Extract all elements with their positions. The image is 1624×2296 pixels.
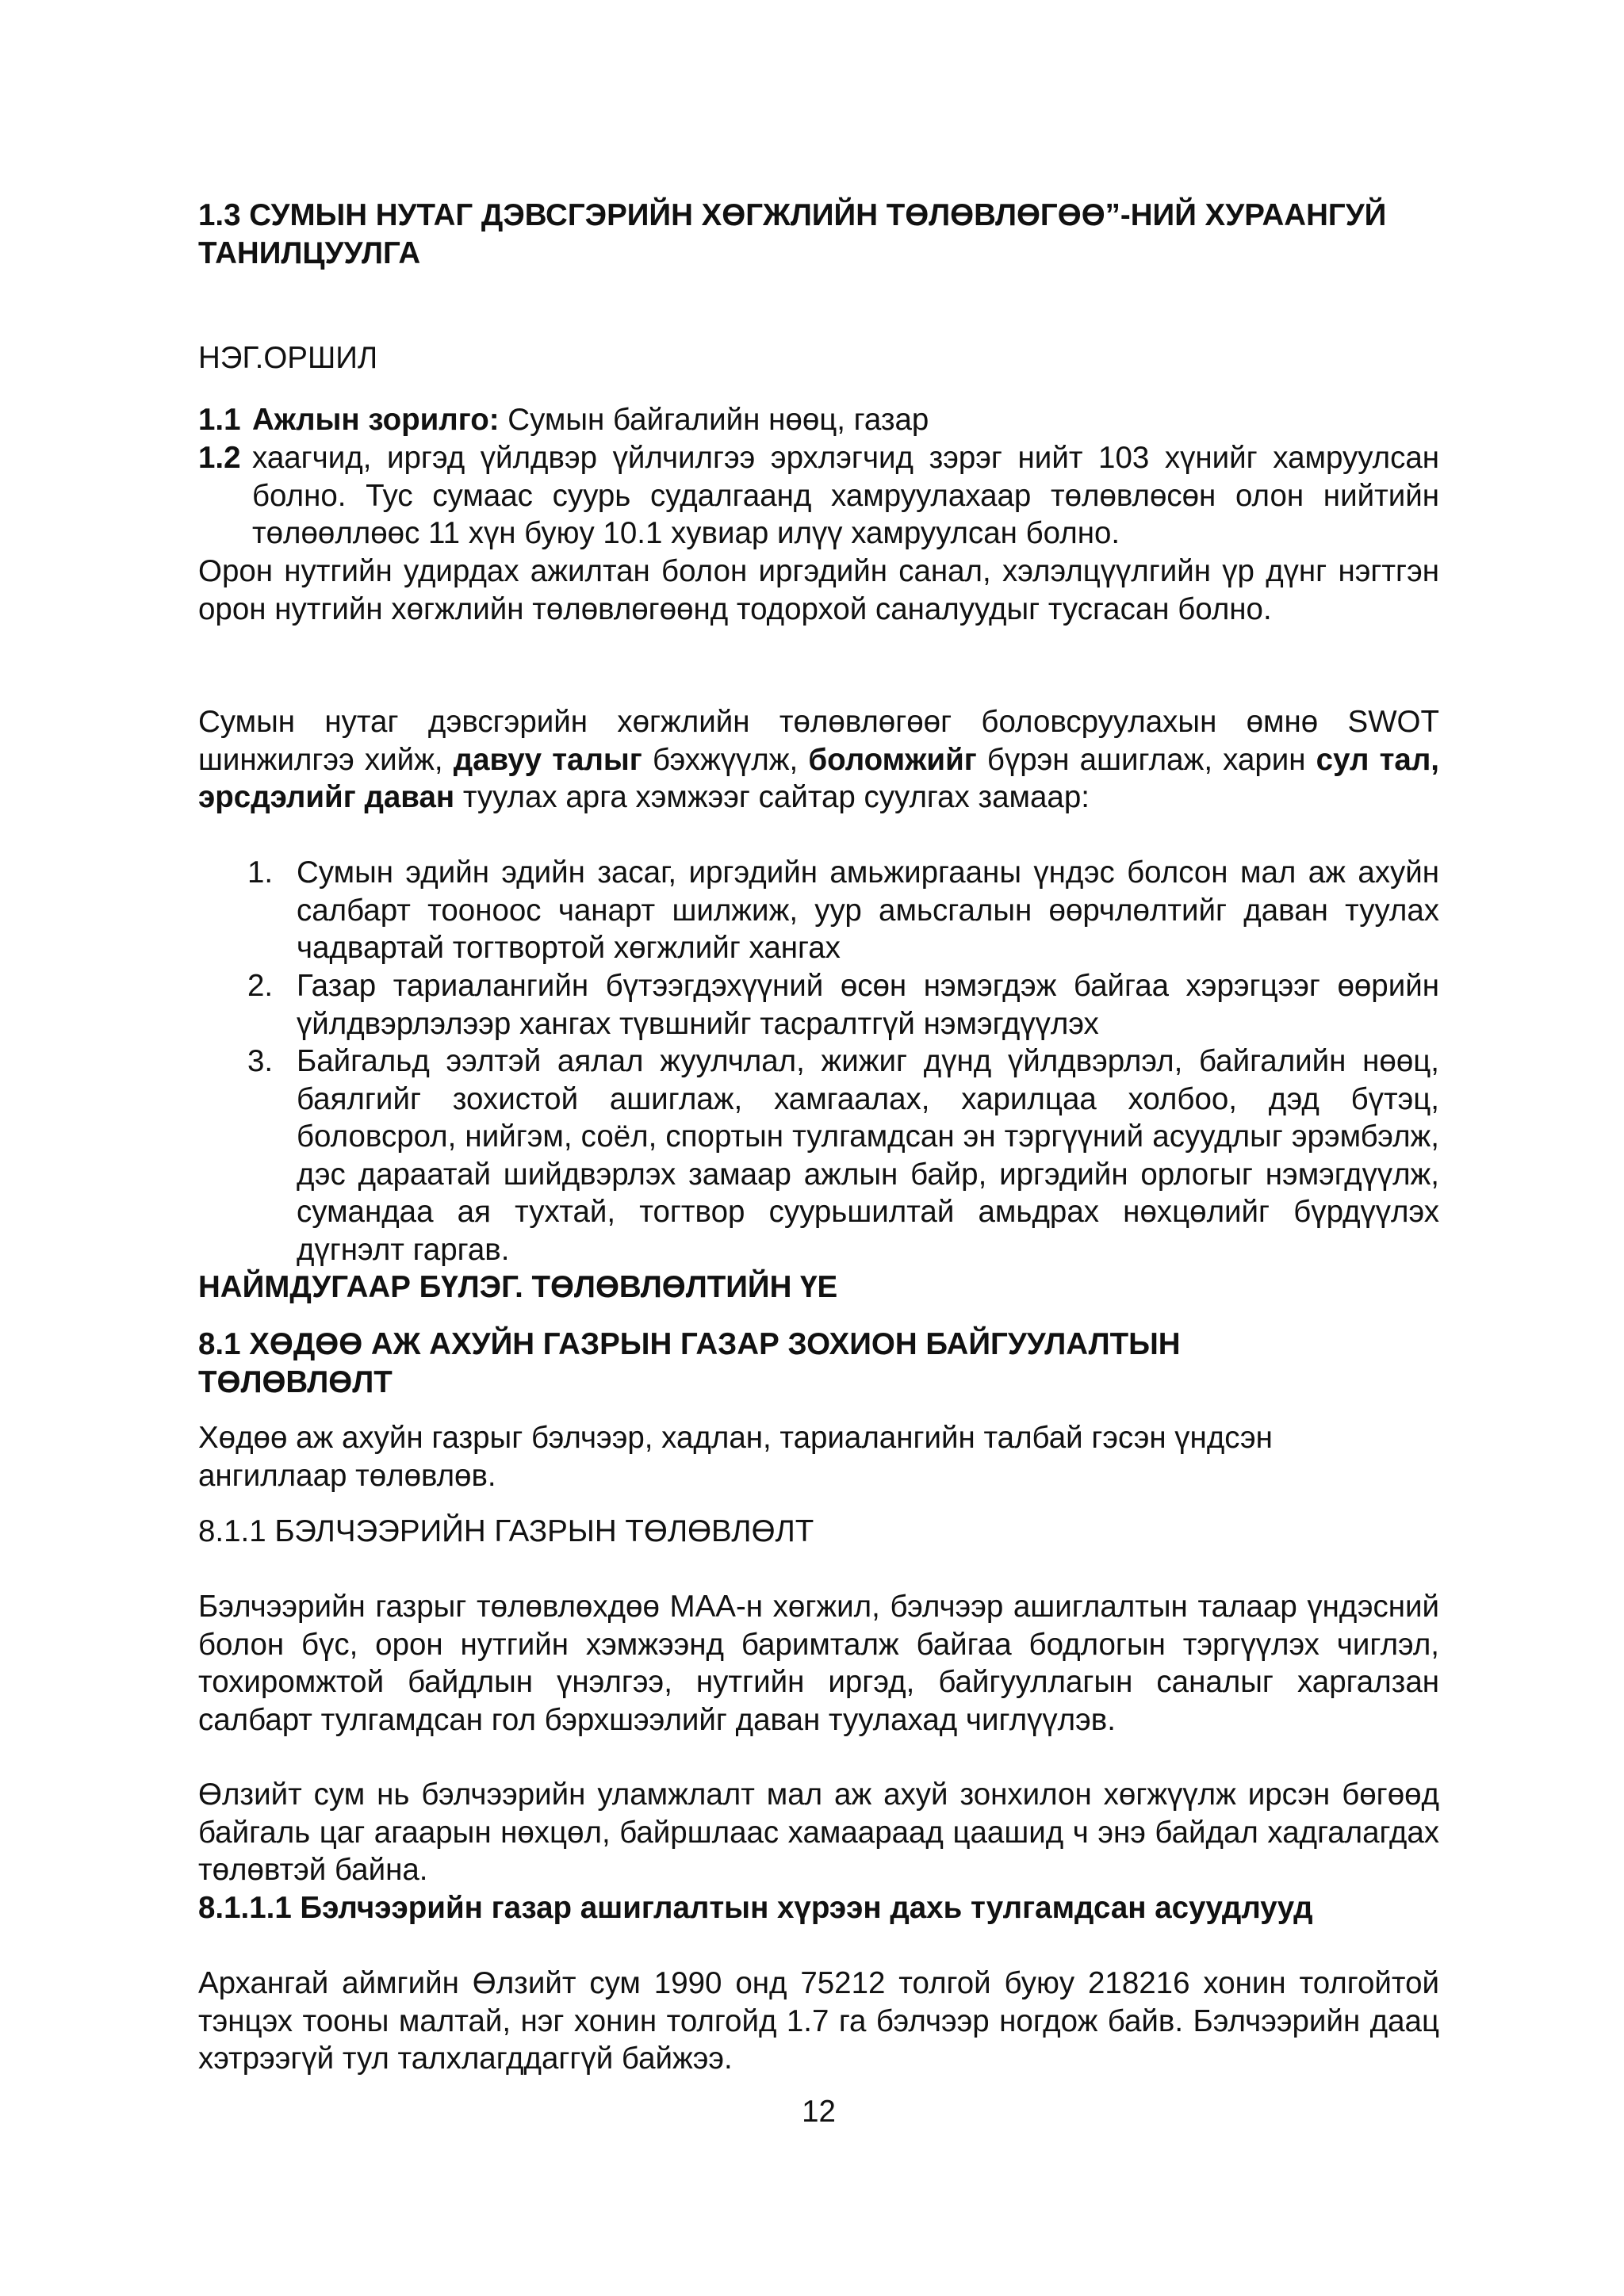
section-8-1-heading: 8.1 ХӨДӨӨ АЖ АХУЙН ГАЗРЫН ГАЗАР ЗОХИОН БАЙГУУЛАЛТЫН ТӨЛӨВЛӨЛТ [198,1327,1181,1399]
swot-part-3: бүрэн ашиглаж, харин [976,742,1316,777]
item-1-1-text: Сумын байгалийн нөөц, газар [508,403,929,437]
section-8-1-1-heading: 8.1.1 БЭЛЧЭЭРИЙН ГАЗРЫН ТӨЛӨВЛӨЛТ [198,1514,814,1548]
intro-heading: НЭГ.ОРШИЛ [198,341,378,375]
swot-part-1: Сумын нутаг дэвсгэрийн хөгжлийн төлөвлөгөөг боловсруулахын өмнө SWOT шинжилгээ хийж, [198,705,1439,777]
list-item-text: Газар тариалангийн бүтээгдэхүүний өсөн нэмэгдэж байгаа хэрэгцээг өөрийн үйлдвэрлэлээр хангах түвшнийг тасралтгүй нэмэгдүүлэх [297,969,1439,1041]
swot-part-4: туулах арга хэмжээг сайтар суулгах замаар: [454,780,1090,814]
chapter-heading: НАЙМДУГААР БҮЛЭГ. ТӨЛӨВЛӨЛТИЙН ҮЕ [198,1270,838,1304]
item-1-1-content [252,401,1439,439]
list-item-number: 2. [247,969,274,1003]
page-number: 12 [802,2095,836,2129]
section-8-1-1-1-heading: 8.1.1.1 Бэлчээрийн газар ашиглалтын хүрээн дахь тулгамдсан асуудлууд [198,1891,1313,1925]
page-title: 1.3 СУМЫН НУТАГ ДЭВСГЭРИЙН ХӨГЖЛИЙН ТӨЛӨВЛӨГӨӨ”-НИЙ ХУРААНГУЙ ТАНИЛЦУУЛГА [198,198,1387,270]
swot-bold-2: боломжийг [808,742,977,777]
paragraph-pasture-tradition: Өлзийт сум нь бэлчээрийн уламжлалт мал аж ахуй зонхилон хөгжүүлж ирсэн бөгөөд байгаль цаг агаарын нөхцөл, байршлаас хамаараад цаашид ч энэ байдал хадгалагдах төлөвтэй байна. [198,1777,1439,1887]
swot-bold-1: давуу талыг [453,742,642,777]
document-page [198,0,1439,2296]
paragraph-swot [198,703,1439,817]
list-item-number: 1. [247,855,274,890]
item-1-2-number: 1.2 [198,441,241,475]
list-item-text: Сумын эдийн эдийн засаг, иргэдийн амьжиргааны үндэс болсон мал аж ахуйн салбарт тооноос чанарт шилжиж, уур амьсгалын өөрчлөлтийг даван туулах чадвартай тогтвортой хөгжлийг хангах [297,855,1439,965]
paragraph-pasture-planning: Бэлчээрийн газрыг төлөвлөхдөө МАА-н хөгжил, бэлчээр ашиглалтын талаар үндэсний болон бүс, орон нутгийн хэмжээнд баримталж байгаа бодлогын тэргүүлэх чиглэл, тохиромжтой байдлын үнэлгээ, нутгийн иргэд, байгууллагын саналыг харгалзан салбарт тулгамдсан гол бэрхшээлийг даван туулахад чиглүүлэв. [198,1590,1439,1737]
paragraph-local-feedback: Орон нутгийн удирдах ажилтан болон иргэдийн санал, хэлэлцүүлгийн үр дүнг нэгтгэн орон нутгийн хөгжлийн төлөвлөгөөнд тодорхой саналуудыг тусгасан болно. [198,554,1439,626]
swot-part-2: бэхжүүлж, [642,742,809,777]
list-item-number: 3. [247,1044,274,1078]
section-8-1-text: Хөдөө аж ахуйн газрыг бэлчээр, хадлан, тариалангийн талбай гэсэн үндсэн ангиллаар төлөвлөв. [198,1421,1273,1493]
item-1-1-number: 1.1 [198,403,241,437]
swot-bold-3: сул тал, эрсдэлийг даван [198,742,1439,814]
paragraph-arkhangai: Архангай аймгийн Өлзийт сум 1990 онд 75212 толгой буюу 218216 хонин толгойтой тэнцэх тооны малтай, нэг хонин толгойд 1.7 га бэлчээр ногдож байв. Бэлчээрийн даац хэтрээгүй тул талхлагддаггүй байжээ. [198,1966,1439,2076]
item-1-1-label: Ажлын зорилго: [252,403,500,437]
list-item-text: Байгальд ээлтэй аялал жуулчлал, жижиг дүнд үйлдвэрлэл, байгалийн нөөц, баялгийг зохистой ашиглаж, хамгаалах, харилцаа холбоо, дэд бүтэц, боловсрол, нийгэм, соёл, спортын тулгамдсан эн тэргүүний асуудлыг эрэмбэлж, дэс дараатай шийдвэрлэх замаар ажлын байр, иргэдийн орлогыг нэмэгдүүлж, сумандаа ая тухтай, тогтвор суурьшилтай амьдрах нөхцөлийг бүрдүүлэх дүгнэлт гаргав. [297,1044,1439,1267]
item-1-2-text: хаагчид, иргэд үйлдвэр үйлчилгээ эрхлэгчид зэрэг нийт 103 хүнийг хамруулсан болно. Тус сумаас суурь судалгаанд хамруулахаар төлөвлөсөн олон нийтийн төлөөллөөс 11 хүн буюу 10.1 хувиар илүү хамруулсан болно. [252,441,1439,550]
